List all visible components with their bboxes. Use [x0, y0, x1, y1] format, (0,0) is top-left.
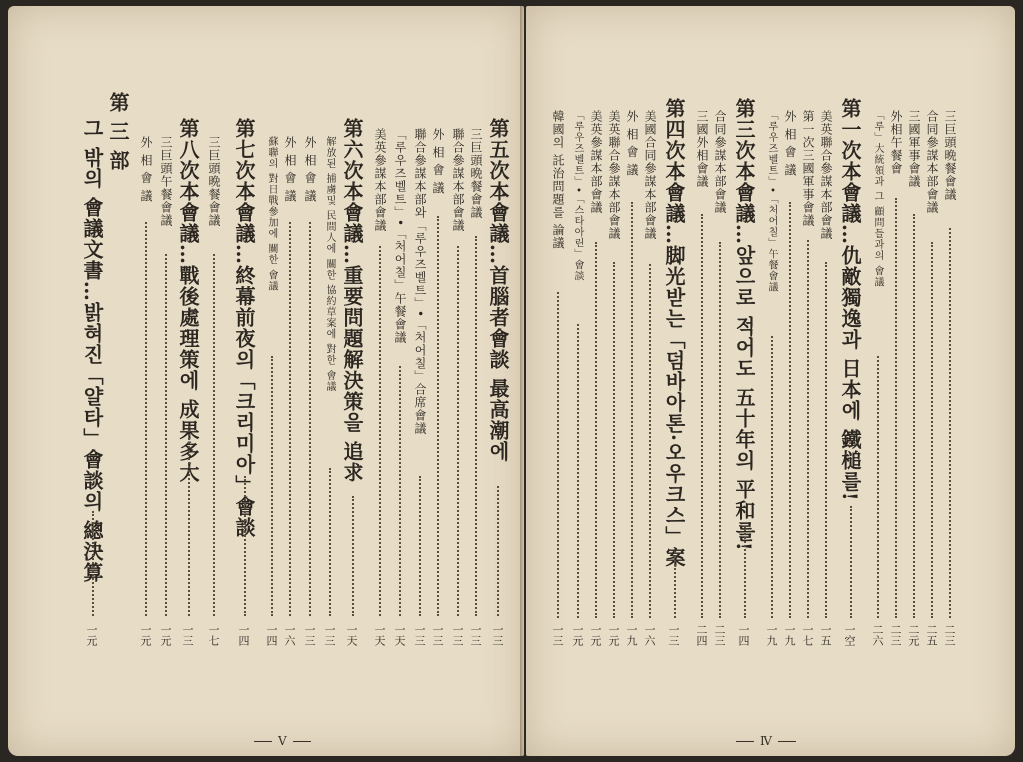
toc-entry: 聯合參謀本部와「루우즈벨트」•「처어칠」合席會議 [413, 128, 427, 436]
toc-entry: 三國軍事會議 [907, 110, 921, 188]
page-number: 一三 [413, 624, 426, 646]
folio-number: Ⅴ [278, 734, 287, 748]
toc-entry: 外 相 會 議 [625, 110, 639, 177]
page-number: 一九 [783, 624, 796, 646]
leader-dots [399, 366, 403, 616]
toc-entry: 三巨頭晩餐會議 [469, 128, 483, 219]
leader-dots [379, 246, 383, 616]
folio-rule [736, 741, 754, 742]
leader-dots [457, 246, 461, 616]
page-number: 一九 [765, 624, 778, 646]
toc-entry: 外 相 會 議 [783, 110, 797, 177]
leader-dots [807, 240, 811, 618]
toc-entry: 解放된 捕虜및 民間人에 關한 協約草案에 對한 會議 [324, 136, 335, 393]
page-number: 一元 [159, 624, 172, 646]
folio-rule [254, 741, 272, 742]
leader-dots [145, 222, 149, 616]
page-number: 一三 [491, 624, 504, 646]
page-number: 一三 [451, 624, 464, 646]
toc-entry: 三巨頭晩餐會議 [207, 136, 221, 227]
toc-entry: 第一次三國軍事會議 [801, 110, 815, 227]
page-number: 一四 [265, 624, 278, 646]
toc-entry: 「루우즈벨트」•「스타아린」會談 [572, 110, 583, 282]
page-number: 一三 [431, 624, 444, 646]
page-number: 一六 [643, 624, 656, 646]
leader-dots [475, 236, 479, 616]
page-number: 一七 [207, 624, 220, 646]
toc-entry: 合同參謀本部會議 [925, 110, 939, 214]
leader-dots [213, 254, 217, 616]
toc-entry: 美英聯合參謀本部會議 [819, 110, 833, 240]
leader-dots [631, 202, 635, 618]
page-number: 一元 [85, 624, 98, 646]
toc-entry: 美英聯合參謀本部會議 [607, 110, 621, 240]
page-number: 一五 [819, 624, 832, 646]
toc-entry: 「루」大統領과 그 顧問들과의 會議 [872, 110, 883, 288]
toc-entry: 「루우즈벨트」•「처어칠」午餐會議 [393, 128, 407, 345]
page-number: 一七 [801, 624, 814, 646]
page-number: 一三 [181, 624, 194, 646]
right-page [526, 6, 1015, 756]
left-page [8, 6, 524, 756]
leader-dots [931, 242, 935, 618]
toc-entry: 三巨頭晩餐會議 [943, 110, 957, 201]
toc-entry: 合同參謀本部會議 [713, 110, 727, 214]
leader-dots [719, 242, 723, 618]
page-number: 二三 [943, 624, 956, 646]
toc-entry: 外 相 會 議 [139, 136, 153, 203]
toc-heading-session6: 第六次本會議…重要問題解決策을 追求 [340, 118, 364, 483]
leader-dots [92, 511, 96, 616]
toc-heading-session1: 第一次本會議…仇敵獨逸과 日本에 鐵槌를! [838, 98, 862, 502]
page-number: 一天 [373, 624, 386, 646]
leader-dots [825, 262, 829, 618]
folio-rule [293, 741, 311, 742]
page-number: 二元 [907, 624, 920, 646]
leader-dots [289, 222, 293, 616]
toc-entry: 美英參謀本部會議 [589, 110, 603, 214]
toc-entry: 美國合同參謀本部會議 [643, 110, 657, 240]
toc-heading-session5: 第五次本會議…首腦者會談 最高潮에 [486, 118, 510, 462]
folio-number: Ⅳ [760, 734, 772, 748]
leader-dots [649, 264, 653, 618]
page-number: 一元 [607, 624, 620, 646]
part-title: 第 三 部 [106, 92, 130, 171]
page-number: 一天 [345, 624, 358, 646]
leader-dots [895, 198, 899, 618]
page-number: 一元 [571, 624, 584, 646]
leader-dots [674, 551, 678, 618]
toc-entry: 三國外相會議 [695, 110, 709, 188]
leader-dots [744, 526, 748, 618]
part-subtitle: 그 밖의 會議文書…밝혀진「얄타」會談의 總決算 [80, 118, 104, 583]
leader-dots [557, 292, 561, 618]
toc-entry: 美英參謀本部會議 [373, 128, 387, 232]
leader-dots [352, 496, 356, 616]
page-number: 二六 [871, 624, 884, 646]
leader-dots [188, 426, 192, 616]
leader-dots [577, 324, 581, 618]
page-number: 二三 [889, 624, 902, 646]
page-number: 二三 [713, 624, 726, 646]
page-number: 一九 [625, 624, 638, 646]
page-number: 一三 [667, 624, 680, 646]
toc-entry: 外 相 會 議 [283, 136, 297, 203]
page-number: 一三 [303, 624, 316, 646]
leader-dots [789, 202, 793, 618]
page-number: 一元 [589, 624, 602, 646]
leader-dots [913, 214, 917, 618]
leader-dots [309, 222, 313, 616]
page-folio-right [730, 734, 802, 748]
leader-dots [595, 242, 599, 618]
page-number: 一三 [323, 624, 336, 646]
folio-rule [778, 741, 796, 742]
toc-entry: 聯合參謀本部會議 [451, 128, 465, 232]
page-number: 一三 [469, 624, 482, 646]
page-number: 二五 [925, 624, 938, 646]
leader-dots [329, 468, 333, 616]
toc-heading-session4: 第四次本會議…脚光받는「덤바아톤·오우크스」案 [662, 98, 686, 568]
page-number: 一元 [139, 624, 152, 646]
toc-heading-session3: 第三次本會議…앞으로 적어도 五十年의 平和를! [732, 98, 756, 552]
leader-dots [271, 356, 275, 616]
leader-dots [850, 506, 854, 618]
page-number: 一天 [393, 624, 406, 646]
leader-dots [437, 216, 441, 616]
toc-entry: 韓國의 託治問題를 論議 [551, 110, 565, 250]
toc-entry: 外 相 會 議 [431, 128, 445, 195]
toc-entry: 蘇聯의 對日戰參加에 關한 會議 [266, 136, 277, 292]
leader-dots [949, 228, 953, 618]
page-number: 一空 [843, 624, 856, 646]
leader-dots [877, 356, 881, 618]
page-number: 二四 [695, 624, 708, 646]
page-number: 一四 [237, 624, 250, 646]
leader-dots [497, 486, 501, 616]
toc-heading-session7: 第七次本會議…終幕前夜의「크리미아」會談 [232, 118, 256, 538]
toc-heading-session8: 第八次本會議…戰後處理策에 成果多大 [176, 118, 200, 483]
toc-entry: 「루우즈벨트」•「처어칠」午餐會議 [766, 110, 777, 293]
leader-dots [613, 262, 617, 618]
leader-dots [165, 254, 169, 616]
page-number: 一六 [283, 624, 296, 646]
leader-dots [419, 476, 423, 616]
toc-entry: 外相午餐會 [889, 110, 903, 175]
leader-dots [771, 336, 775, 618]
leader-dots [244, 476, 248, 616]
page-number: 一三 [551, 624, 564, 646]
leader-dots [701, 214, 705, 618]
toc-entry: 三巨頭午餐會議 [159, 136, 173, 227]
page-number: 一四 [737, 624, 750, 646]
toc-entry: 外 相 會 議 [303, 136, 317, 203]
page-folio-left [248, 734, 317, 748]
